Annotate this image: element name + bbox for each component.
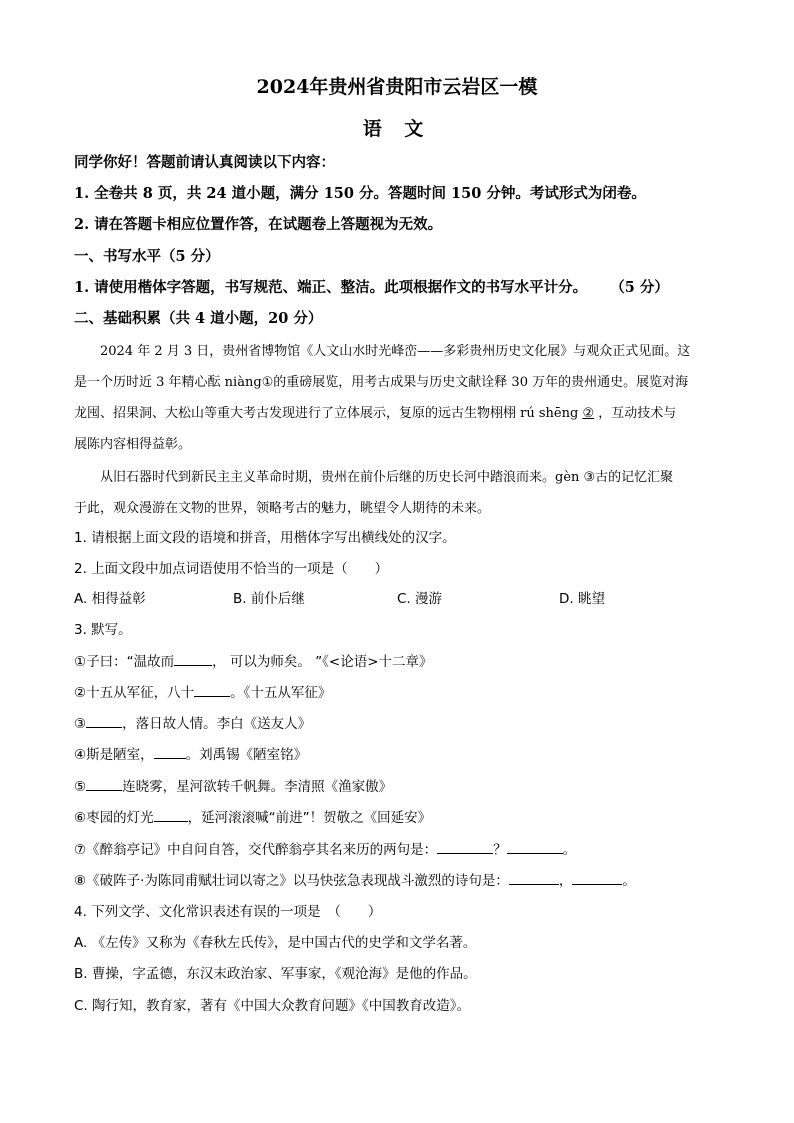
answer-blank [572, 872, 622, 885]
q3-item-7-b: ？ [493, 842, 507, 858]
intro-note-1: 1. 全卷共 8 页，共 24 道小题，满分 150 分。答题时间 150 分钟。考试形式为闭卷。 [74, 185, 646, 202]
passage-p1-line-2: 是一个历时近 3 年精心酝 niàng①的重磅展览，用考古成果与历史文献诠释 30 万年的贵州通史。展览对海 [74, 375, 689, 390]
question-3: 3. 默写。 [74, 622, 132, 638]
answer-blank [154, 809, 188, 822]
answer-blank [174, 653, 212, 666]
passage-p1-line-4: 展陈内容相得益彰。 [74, 437, 192, 452]
section1-question-1-text: 1. 请使用楷体字答题，书写规范、端正、整洁。此项根据作文的书写水平计分。 [74, 279, 588, 296]
q3-item-6-a: ⑥枣园的灯光 [74, 810, 154, 826]
answer-blank [437, 841, 493, 854]
q4-option-a: A. 《左传》又称为《春秋左氏传》，是中国古代的史学和文学名著。 [74, 935, 477, 951]
q3-item-3 [74, 712, 311, 732]
answer-blank [507, 841, 563, 854]
q3-item-1-b: ， 可以为师矣。 ”《<论语>十二章》 [212, 654, 433, 670]
q3-item-7-c: 。 [562, 842, 577, 858]
exam-subject: 语 文 [362, 118, 432, 140]
passage-p2-line-1: 从旧石器时代到新民主主义革命时期，贵州在前仆后继的历史长河中踏浪而来。gèn ③古的记忆汇聚 [100, 470, 674, 485]
q3-item-8-b: ， [558, 873, 573, 889]
q2-option-b: B. 前仆后继 [233, 591, 305, 607]
q3-item-6-b: ，延河滚滚喊“前进”！贺敬之《回延安》 [187, 810, 432, 826]
passage-p1-line-3-a: 龙囤、招果洞、大松山等重大考古发现进行了立体展示，复原的远古生物栩栩 rú shēng [74, 406, 579, 421]
passage-p2-line-2: 于此，观众漫游在文物的世界，领略考古的魅力，眺望令人期待的未来。 [74, 501, 491, 516]
q3-item-4-b: 。刘禹锡《陋室铭》 [185, 747, 308, 763]
question-2: 2. 上面文段中加点词语使用不恰当的一项是（ ） [74, 561, 389, 577]
answer-blank [509, 872, 559, 885]
answer-blank [194, 684, 230, 697]
intro-greeting: 同学你好！答题前请认真阅读以下内容： [74, 154, 335, 171]
q4-option-c: C. 陶行知，教育家，著有《中国大众教育问题》《中国教育改造》。 [74, 998, 471, 1014]
q3-item-3-a: ③ [74, 716, 87, 732]
section2-heading: 二、基础积累（共 4 道小题，20 分） [74, 310, 323, 327]
q3-item-5-a: ⑤ [74, 779, 87, 795]
q3-item-5 [74, 775, 392, 795]
pinyin-blank-2: ② [582, 406, 595, 421]
answer-blank [86, 715, 122, 728]
passage-p1-line-1: 2024 年 2 月 3 日，贵州省博物馆《人文山水时光峰峦——多彩贵州历史文化展》与观众正式见面。这 [100, 344, 691, 359]
q2-option-d: D. 眺望 [559, 591, 605, 607]
section1-question-1 [74, 276, 669, 297]
q3-item-2 [74, 681, 331, 701]
q2-option-c: C. 漫游 [397, 591, 443, 607]
section1-heading: 一、书写水平（5 分） [74, 248, 220, 265]
q4-option-b: B. 曹操，字孟德，东汉末政治家、军事家，《观沧海》是他的作品。 [74, 966, 477, 982]
q3-item-7 [74, 838, 576, 858]
passage-p1-line-3-b: ，互动技术与 [598, 406, 677, 421]
section1-question-1-score: （5 分） [610, 279, 669, 296]
passage-p1-line-3 [74, 402, 676, 421]
question-1: 1. 请根据上面文段的语境和拼音，用楷体字写出横线处的汉字。 [74, 530, 456, 546]
q3-item-8 [74, 869, 636, 889]
q3-item-4-a: ④斯是陋室， [74, 747, 154, 763]
q3-item-1-a: ①子曰：“温故而 [74, 654, 175, 670]
q3-item-3-b: ，落日故人情。李白《送友人》 [122, 716, 312, 732]
q3-item-5-b: 连晓雾，星河欲转千帆舞。李清照《渔家傲》 [122, 779, 393, 795]
q3-item-2-b: 。《十五从军征》 [230, 685, 332, 701]
q3-item-1 [74, 650, 433, 670]
q3-item-7-a: ⑦《醉翁亭记》中自问自答，交代醉翁亭其名来历的两句是： [74, 842, 438, 858]
q3-item-8-c: 。 [622, 873, 636, 889]
exam-title: 2024年贵州省贵阳市云岩区一模 [256, 76, 538, 98]
q3-item-6 [74, 806, 431, 826]
answer-blank [154, 746, 186, 759]
intro-note-2: 2. 请在答题卡相应位置作答，在试题卷上答题视为无效。 [74, 216, 443, 233]
q3-item-4 [74, 743, 307, 763]
q3-item-2-a: ②十五从军征，八十 [74, 685, 195, 701]
q2-option-a: A. 相得益彰 [74, 591, 146, 607]
question-4: 4. 下列文学、文化常识表述有误的一项是 （ ） [74, 904, 382, 920]
answer-blank [86, 778, 122, 791]
q3-item-8-a: ⑧《破阵子·为陈同甫赋壮词以寄之》以马快弦急表现战斗激烈的诗句是： [74, 873, 509, 889]
